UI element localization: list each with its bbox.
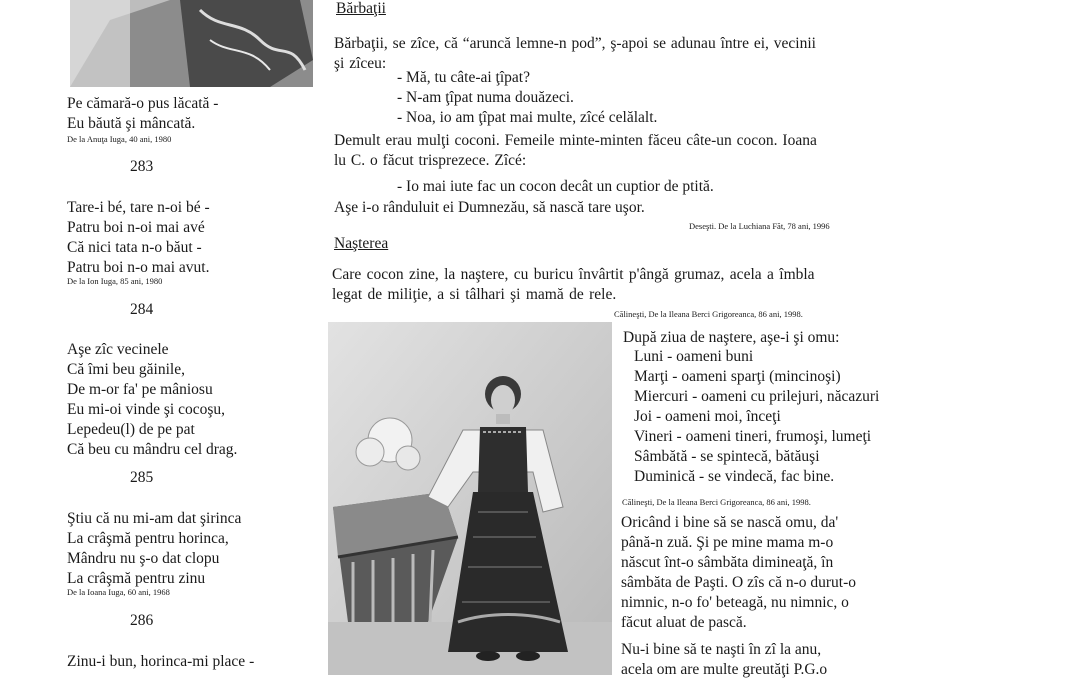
poem-line: La crâşmă pentru zinu — [67, 570, 206, 587]
source-calinesti-1: Călineşti, De la Ileana Berci Grigoreanca, 86 ani, 1998. — [614, 309, 803, 319]
portrait-photo — [328, 322, 612, 675]
text-line: sâmbăta de Paşti. O zîs că n-o durut-o — [621, 574, 857, 591]
poem-line: Că beu cu mândru cel drag. — [67, 441, 238, 458]
heading-barbatii: Bărbaţii — [336, 0, 386, 17]
text-line: Nu-i bine să te naşti în zî la anu, — [621, 641, 822, 658]
paragraph-coconi — [334, 131, 817, 171]
text-line: făcut aluat de pască. — [621, 614, 747, 631]
text-line: nimnic, n-o fo' beteagă, nu nimnic, o — [621, 594, 849, 611]
dialog-line: - N-am ţîpat numa douăzeci. — [397, 89, 574, 106]
poem-line: Aşe zîc vecinele — [67, 341, 169, 358]
list-item: Marţi - oameni sparţi (mincinoşi) — [634, 368, 841, 385]
source-calinesti-2: Călineşti, De la Ileana Berci Grigoreanca, 86 ani, 1998. — [622, 497, 811, 507]
text-line: legat de miliţie, a si tâlhari şi mamă de rele. — [332, 286, 617, 303]
list-item: Sâmbătă - se spintecă, bătăuşi — [634, 448, 820, 465]
poem-283 — [67, 198, 210, 278]
poem-line: La crâşmă pentru horinca, — [67, 530, 229, 547]
text-line: născut înt-o sâmbăta dimineaţă, în — [621, 554, 834, 571]
heading-nasterea: Naşterea — [334, 235, 389, 252]
poem-number-286: 286 — [130, 612, 154, 629]
paragraph-ziua-nasterii: După ziua de naştere, aşe-i şi omu: — [623, 329, 840, 346]
poem-285 — [67, 509, 241, 589]
poem-line: De m-or fa' pe mâniosu — [67, 381, 213, 398]
list-item: Joi - oameni moi, înceţi — [634, 408, 781, 425]
paragraph-oricand — [621, 513, 856, 633]
text-line: şi zîceu: — [334, 55, 387, 72]
poem-284 — [67, 340, 237, 460]
poem-line: Zinu-i bun, horinca-mi place - — [67, 653, 255, 670]
dialog-line: - Noa, io am ţîpat mai multe, zîcé celălalt. — [397, 109, 658, 126]
source-deseti: Deseşti. De la Luchiana Făt, 78 ani, 1996 — [689, 221, 830, 231]
poem-number-285: 285 — [130, 469, 154, 486]
poem-line: Eu băută şi mâncată. — [67, 115, 196, 132]
text-line: până-n zuă. Şi pe mine mama m-o — [621, 534, 834, 551]
poem-line: Eu mi-oi vinde şi cocoşu, — [67, 401, 225, 418]
poem-line: Pe cămară-o pus lăcată - — [67, 95, 219, 112]
poem-286 — [67, 652, 254, 672]
paragraph-zi-la-anu — [621, 640, 827, 680]
top-photo — [70, 0, 313, 87]
text-line: acela om are multe greutăţi P.G.o — [621, 661, 828, 678]
poem-line: Patru boi n-o mai avut. — [67, 259, 210, 276]
dialog-barbatii — [397, 68, 657, 128]
list-item: Miercuri - oameni cu prilejuri, năcazuri — [634, 388, 880, 405]
poem-line: Tare-i bé, tare n-oi bé - — [67, 199, 210, 216]
poem-number-284: 284 — [130, 301, 154, 318]
source-282: De la Anuţa Iuga, 40 ani, 1980 — [67, 134, 172, 144]
text-line: Demult erau mulţi coconi. Femeile minte-minten făceu câte-un cocon. Ioana — [334, 132, 817, 149]
list-item: Duminică - se vindecă, fac bine. — [634, 468, 835, 485]
dialog-line: - Mă, tu câte-ai ţîpat? — [397, 69, 530, 86]
list-item: Luni - oameni buni — [634, 348, 754, 365]
text-line: lu C. o făcut trisprezece. Zîcé: — [334, 152, 527, 169]
text-line: Oricând i bine să se nască omu, da' — [621, 514, 839, 531]
paragraph-buricu — [332, 265, 815, 305]
poem-line: Patru boi n-oi mai avé — [67, 219, 205, 236]
text-line: Care cocon zine, la naştere, cu buricu învârtit p'ângă grumaz, acela a îmbla — [332, 266, 815, 283]
source-285: De la Ioana Iuga, 60 ani, 1968 — [67, 587, 170, 597]
days-list — [634, 347, 879, 487]
list-item: Vineri - oameni tineri, frumoşi, lumeţi — [634, 428, 872, 445]
source-283: De la Ion Iuga, 85 ani, 1980 — [67, 276, 163, 286]
paragraph-dumnezau: Aşe i-o rânduluit ei Dumnezău, să nască tare uşor. — [334, 199, 645, 216]
poem-282-tail — [67, 94, 218, 134]
dialog-cuptior: - Io mai iute fac un cocon decât un cuptior de ptită. — [397, 178, 714, 195]
poem-line: Că îmi beu găinile, — [67, 361, 185, 378]
poem-line: Ştiu că nu mi-am dat şirinca — [67, 510, 242, 527]
poem-number-283: 283 — [130, 158, 154, 175]
poem-line: Lepedeu(l) de pe pat — [67, 421, 195, 438]
poem-line: Mândru nu ş-o dat clopu — [67, 550, 220, 567]
text-line: Bărbaţii, se zîce, că “aruncă lemne-n pod”, ş-apoi se adunau între ei, vecinii — [334, 35, 816, 52]
poem-line: Că nici tata n-o băut - — [67, 239, 202, 256]
